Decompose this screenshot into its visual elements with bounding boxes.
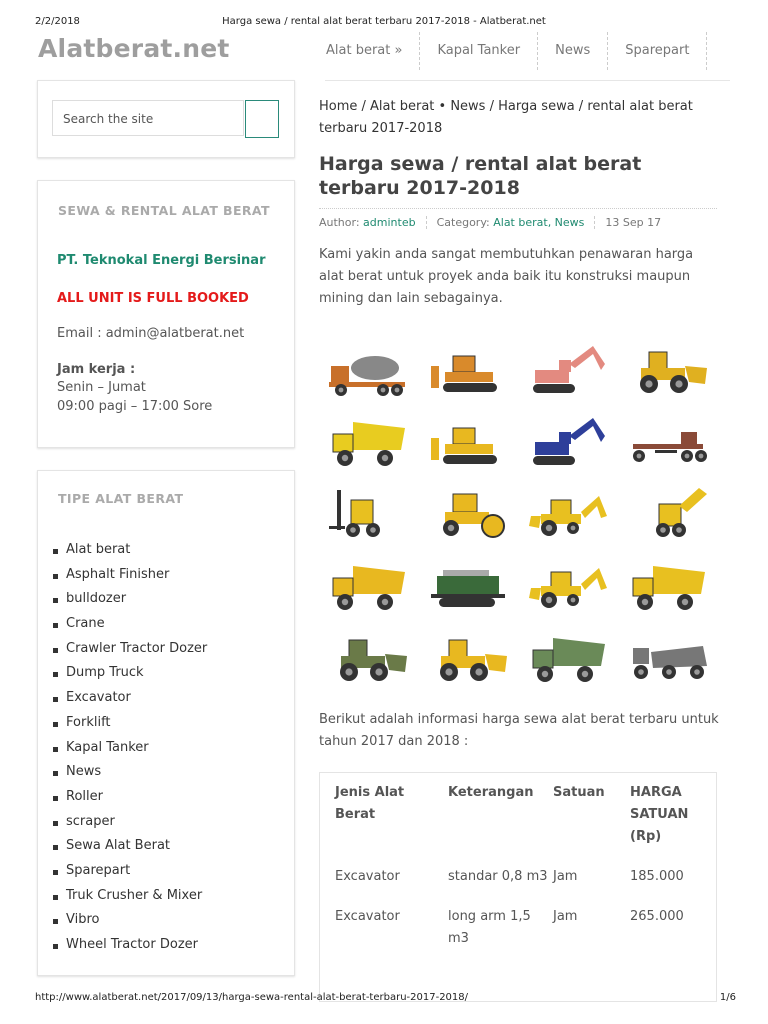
table-cell: long arm 1,5 m3 [448,909,531,946]
print-url: http://www.alatberat.net/2017/09/13/harga-sewa-rental-alat-berat-terbaru-2017-2018/ [35,992,469,1003]
column-header: Keterangan [448,785,534,800]
table-row [335,900,705,962]
table-cell: Excavator [335,909,400,924]
category-item[interactable] [38,910,207,935]
dump-truck-icon [618,548,718,620]
category-item[interactable] [38,639,207,664]
page-title: Harga sewa / rental alat berat terbaru 2017-2018 [319,153,642,199]
price-intro-paragraph: Berikut adalah informasi harga sewa alat berat terbaru untuk tahun 2017 dan 2018 : [319,712,719,749]
table-cell: Excavator [335,869,400,884]
excavator-icon [518,332,618,404]
column-header: Satuan [553,785,605,800]
category-item[interactable] [38,688,207,713]
dump-truck-icon [318,548,418,620]
dump-truck-icon [318,404,418,476]
bullet-icon [53,623,58,628]
bullet-icon [53,870,58,875]
table-row [335,860,705,900]
motor-grader-icon [618,404,718,476]
category-link[interactable]: Excavator [66,690,131,706]
categories-widget [37,470,295,976]
category-link[interactable]: Dump Truck [66,665,144,681]
category-item[interactable] [38,787,207,812]
booking-status: ALL UNIT IS FULL BOOKED [57,291,249,306]
nav-item-news[interactable]: News [537,32,607,70]
category-link[interactable]: Truk Crusher & Mixer [66,887,203,903]
print-page-number: 1/6 [719,992,736,1003]
bulldozer-icon [418,332,518,404]
dump-truck-icon [518,620,618,692]
skid-steer-icon [618,476,718,548]
nav-item-alat-berat[interactable]: Alat berat » [326,43,403,58]
category-item[interactable] [38,663,207,688]
category-item[interactable] [38,713,207,738]
print-title: Harga sewa / rental alat berat terbaru 2017-2018 - Alatberat.net [222,16,546,27]
category-list [38,540,207,960]
price-table-box [319,772,717,1002]
excavator-icon [518,404,618,476]
bullet-icon [53,747,58,752]
scraper-icon [618,620,718,692]
breadcrumb[interactable]: Home / Alat berat • News / Harga sewa / rental alat berat terbaru 2017-2018 [319,99,693,136]
author-link[interactable]: adminteb [363,216,416,229]
category-item[interactable] [38,614,207,639]
bullet-icon [53,722,58,727]
category-item[interactable] [38,540,207,565]
wheel-loader-icon [318,620,418,692]
working-hours-label: Jam kerja : [57,362,136,377]
forklift-icon [318,476,418,548]
category-link[interactable]: Vibro [66,912,100,928]
bullet-icon [53,845,58,850]
category-link[interactable]: Forklift [66,714,111,730]
category-link[interactable]: Kapal Tanker [66,739,149,755]
category-item[interactable] [38,812,207,837]
category-link[interactable]: Sewa Alat Berat [66,838,171,854]
bullet-icon [53,919,58,924]
search-button[interactable] [245,100,279,138]
bullet-icon [53,672,58,677]
author-label: Author: [319,216,360,229]
bullet-icon [53,574,58,579]
nav-item-sparepart[interactable]: Sparepart [607,32,707,70]
bullet-icon [53,549,58,554]
price-table [335,779,705,962]
category-item[interactable] [38,836,207,861]
rental-widget-title: SEWA & RENTAL ALAT BERAT [58,203,270,218]
post-author [319,216,427,229]
post-category [437,216,596,229]
print-date: 2/2/2018 [35,16,80,27]
category-item[interactable] [38,565,207,590]
table-cell: 265.000 [630,909,684,924]
table-cell: Jam [553,869,578,884]
header-divider [325,80,730,81]
bullet-icon [53,944,58,949]
category-link[interactable]: Crane [66,616,105,632]
search-widget [37,80,295,158]
category-link[interactable]: Roller [66,788,103,804]
contact-email: Email : admin@alatberat.net [57,326,245,341]
table-cell: Jam [553,909,578,924]
nav-item-kapal-tanker[interactable]: Kapal Tanker [419,32,537,70]
top-navigation [312,32,707,70]
asphalt-paver-icon [418,548,518,620]
search-input[interactable]: Search the site [52,100,244,136]
bullet-icon [53,796,58,801]
category-item[interactable] [38,861,207,886]
bullet-icon [53,697,58,702]
column-header: Jenis Alat Berat [335,785,405,822]
bullet-icon [53,821,58,826]
category-label: Category: [436,216,490,229]
categories-widget-title: TIPE ALAT BERAT [58,491,184,506]
category-link[interactable]: Asphalt Finisher [66,566,170,582]
bullet-icon [53,771,58,776]
post-date: 13 Sep 17 [605,216,662,229]
bullet-icon [53,648,58,653]
roller-icon [418,476,518,548]
backhoe-icon [518,476,618,548]
category-link[interactable]: Sparepart [66,862,131,878]
company-name: PT. Teknokal Energi Bersinar [57,253,266,268]
column-header: HARGA SATUAN (Rp) [630,785,689,844]
equipment-gallery-image [318,332,718,692]
working-hours: 09:00 pagi – 17:00 Sore [57,399,213,414]
backhoe-icon [518,548,618,620]
table-cell: standar 0,8 m3 [448,869,548,884]
category-link[interactable]: Alat berat [66,542,131,557]
category-item[interactable] [38,935,207,960]
bulldozer-icon [418,404,518,476]
post-meta [319,216,681,229]
site-logo[interactable]: Alatberat.net [38,34,230,63]
wheel-loader-icon [618,332,718,404]
category-item[interactable] [38,589,207,614]
category-link[interactable]: Crawler Tractor Dozer [66,640,208,656]
category-link[interactable]: News [66,764,102,780]
category-link[interactable]: bulldozer [66,591,127,607]
category-links[interactable]: Alat berat, News [493,216,585,229]
working-days: Senin – Jumat [57,380,146,395]
mixer-truck-icon [318,332,418,404]
category-link[interactable]: Wheel Tractor Dozer [66,937,198,952]
wheel-loader-icon [418,620,518,692]
bullet-icon [53,895,58,900]
rental-widget [37,180,295,448]
table-cell: 185.000 [630,869,684,884]
bullet-icon [53,598,58,603]
meta-divider [319,208,717,209]
table-header-row [335,779,705,860]
intro-paragraph: Kami yakin anda sangat membutuhkan penawaran harga alat berat untuk proyek anda baik itu konstruksi maupun mining dan lain sebagainya. [319,247,694,306]
category-item[interactable] [38,762,207,787]
category-item[interactable] [38,886,207,911]
category-link[interactable]: scraper [66,813,115,829]
category-item[interactable] [38,738,207,763]
